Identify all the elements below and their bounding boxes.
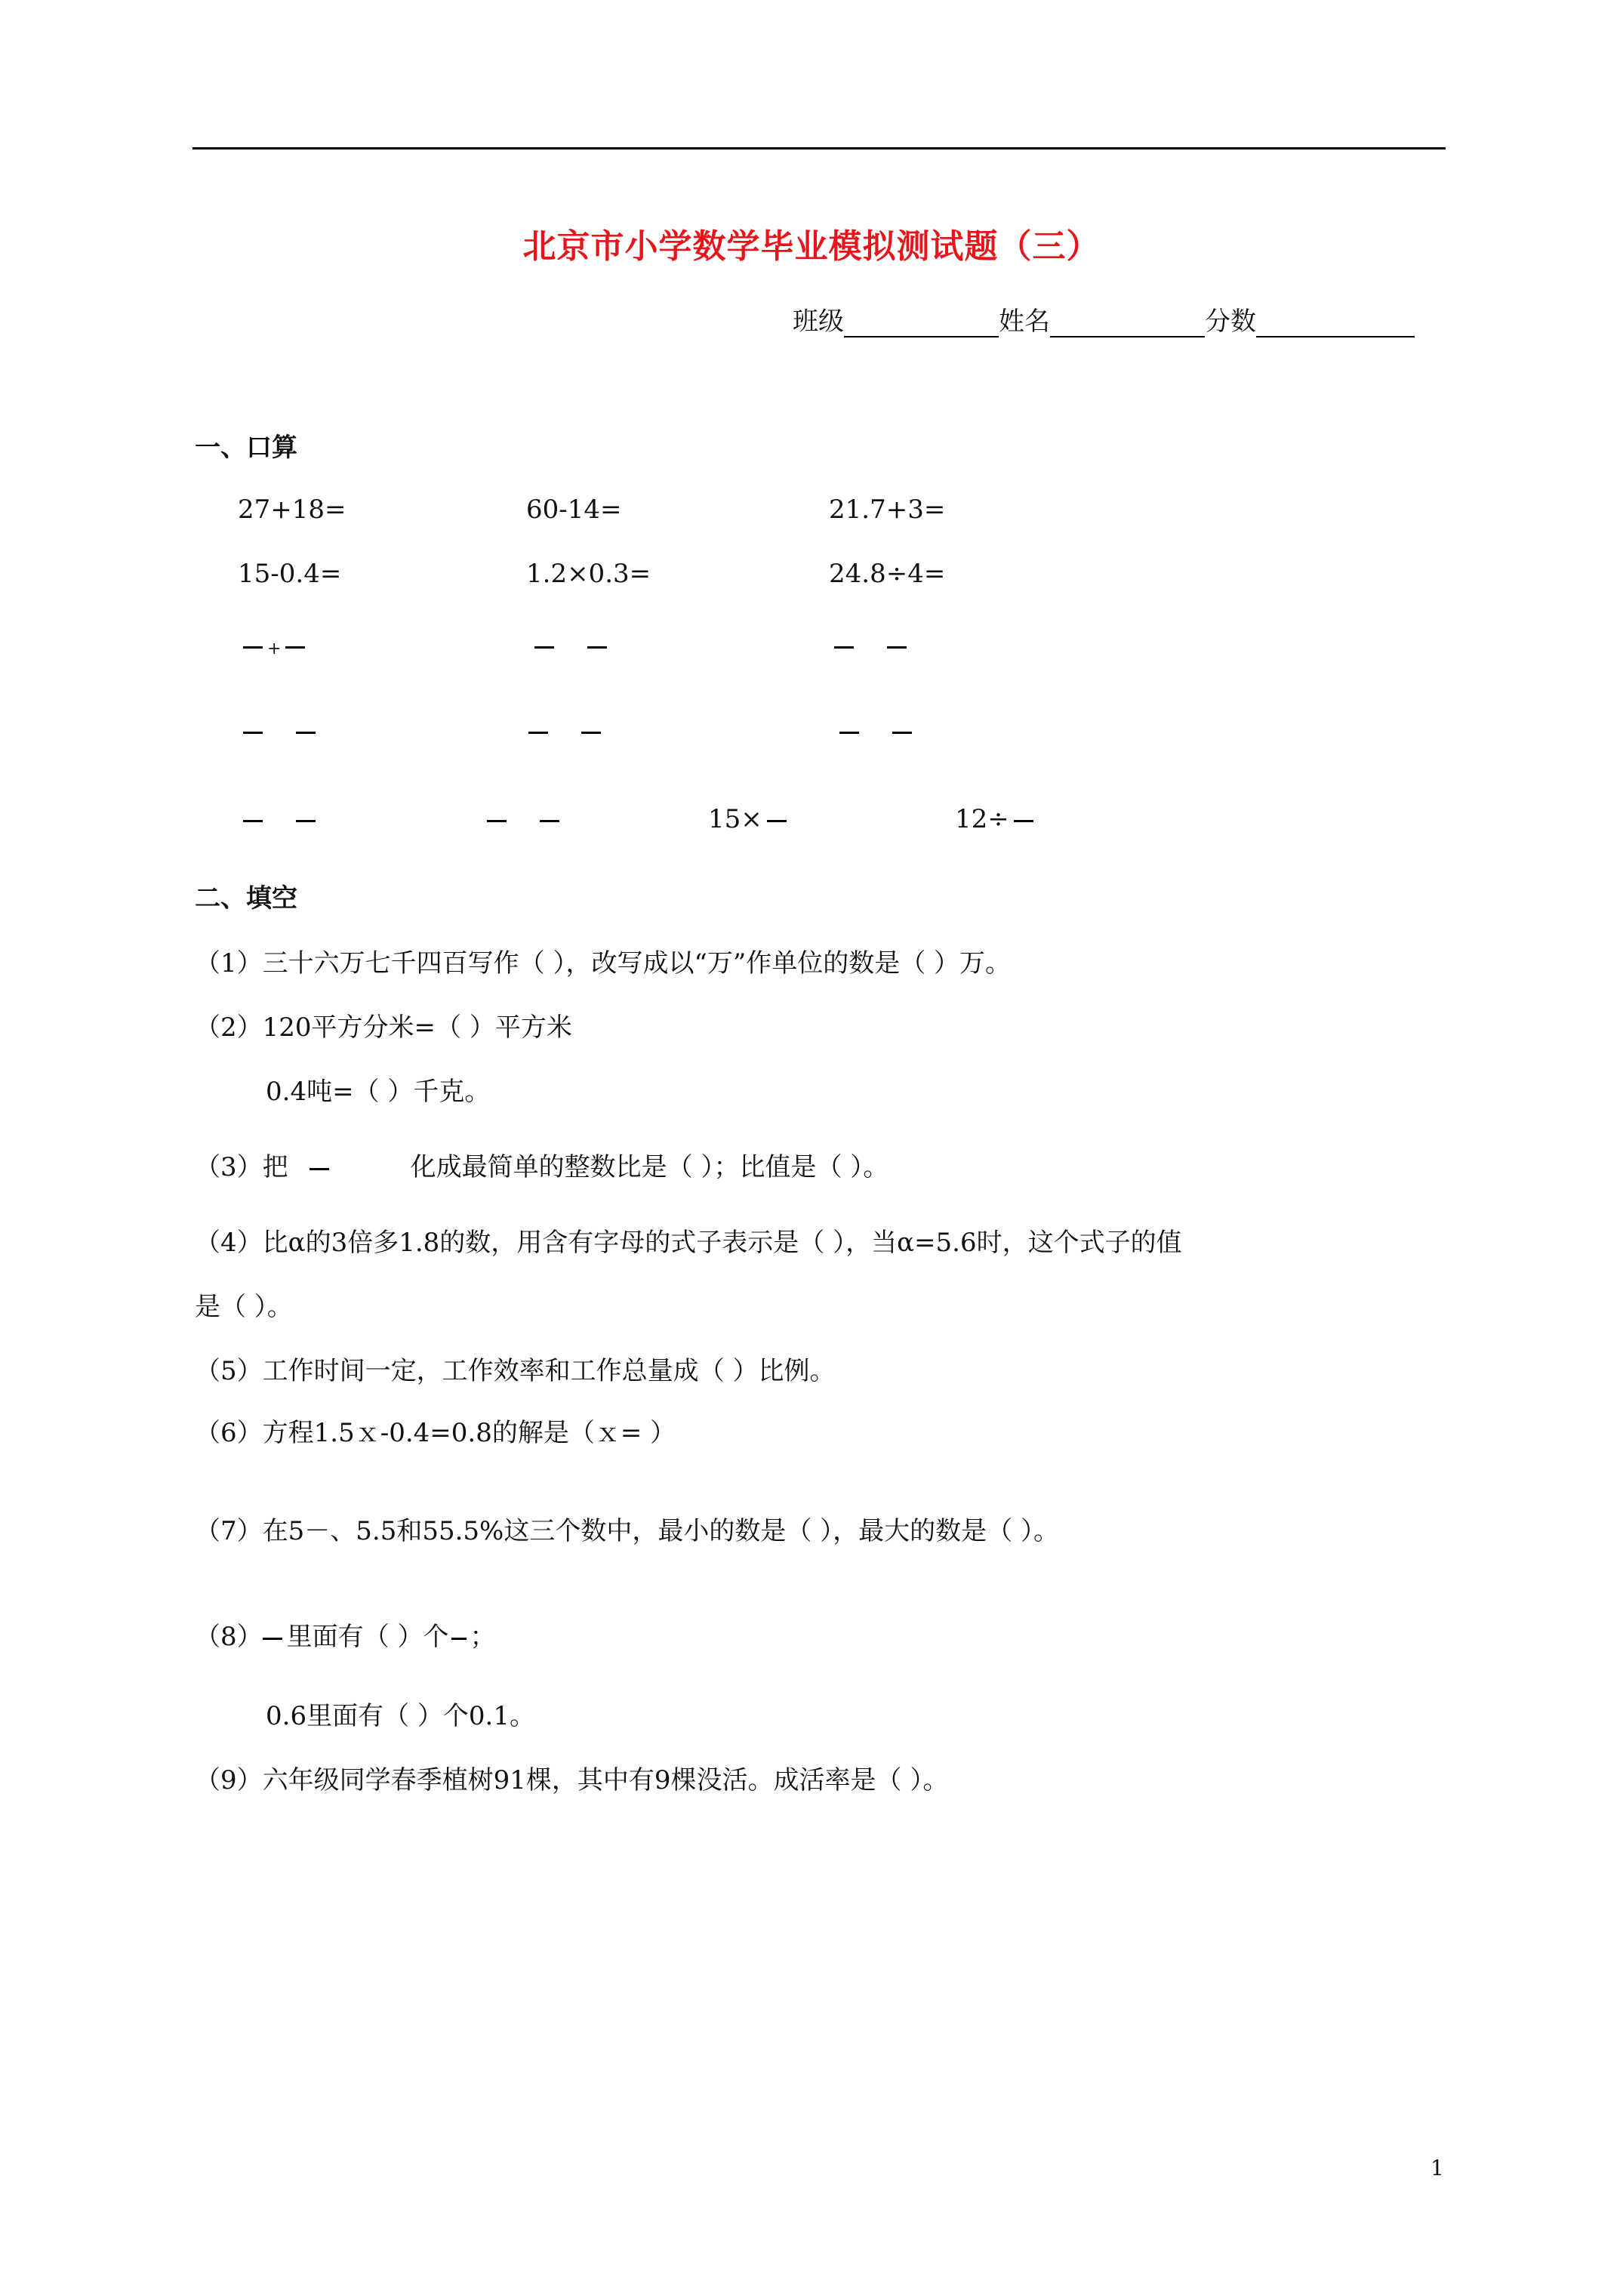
fraction-bar — [581, 732, 601, 734]
fraction-bar — [834, 646, 854, 649]
class-label: 班级 — [793, 307, 844, 337]
question-3-prefix: （3）把 — [195, 1152, 288, 1182]
fraction-bar — [296, 732, 316, 734]
fraction-calc-item — [243, 716, 316, 746]
question-8-end: ； — [470, 1622, 496, 1652]
page-title: 北京市小学数学毕业模拟测试题（三） — [522, 227, 1101, 266]
fraction-bar — [534, 646, 554, 649]
fraction-calc-item — [839, 716, 912, 746]
calc-item: 1.2×0.3= — [526, 559, 651, 589]
fraction-bar — [263, 1638, 282, 1640]
fraction-bar — [451, 1638, 467, 1640]
question-8-prefix: （8） — [195, 1622, 263, 1652]
fraction-bar — [767, 820, 787, 822]
fraction-calc-item — [487, 804, 559, 834]
calc-item: 24.8÷4= — [829, 559, 946, 589]
fraction-bar — [285, 646, 305, 649]
question-1: （1）三十六万七千四百写作（ ），改写成以“万”作单位的数是（ ）万。 — [195, 948, 1012, 978]
question-8-body: 里面有（ ）个 — [286, 1622, 449, 1652]
section-heading-fill: 二、填空 — [195, 883, 297, 914]
name-blank — [1050, 310, 1205, 337]
fraction-bar — [892, 732, 912, 734]
calc-item: 21.7+3= — [829, 495, 946, 525]
fraction-calc-item — [243, 804, 316, 834]
fraction-bar — [243, 820, 263, 822]
question-8-part-b: 0.6里面有（ ）个0.1。 — [266, 1701, 535, 1731]
question-8-part-a — [195, 1616, 495, 1653]
fraction-calc-item — [955, 804, 1033, 834]
fraction-bar — [887, 646, 907, 649]
question-5: （5）工作时间一定，工作效率和工作总量成（ ）比例。 — [195, 1356, 836, 1386]
fraction-calc-item — [834, 630, 907, 661]
fraction-bar — [487, 820, 507, 822]
fraction-calc-item — [528, 716, 601, 746]
calc-item: 60-14= — [526, 495, 622, 525]
fraction-bar — [310, 1168, 329, 1170]
info-line — [793, 300, 1415, 337]
fraction-bar — [528, 732, 548, 734]
question-2-part-b: 0.4吨=（ ）千克。 — [266, 1077, 491, 1107]
question-4-line-2: 是（ ）。 — [195, 1292, 293, 1322]
fraction-bar — [587, 646, 607, 649]
fraction-calc-item — [534, 630, 607, 661]
fraction-bar — [296, 820, 316, 822]
question-7: （7）在5－、5.5和55.5%这三个数中，最小的数是（ ），最大的数是（ ）。 — [195, 1516, 1059, 1546]
question-6: （6）方程1.5ｘ-0.4=0.8的解是（ｘ= ） — [195, 1418, 676, 1448]
fraction-bar — [1014, 820, 1033, 822]
calc-item: 27+18= — [238, 495, 346, 525]
fraction-calc-item — [708, 804, 787, 834]
fraction-bar — [839, 732, 859, 734]
score-blank — [1256, 310, 1415, 337]
score-label: 分数 — [1205, 307, 1256, 337]
question-3 — [195, 1146, 888, 1183]
calc-item: 15-0.4= — [238, 559, 342, 589]
fraction-bar — [243, 646, 263, 649]
section-heading-oral: 一、口算 — [195, 433, 297, 463]
question-4-line-1: （4）比α的3倍多1.8的数，用含有字母的式子表示是（ ），当α=5.6时，这个式子的值 — [195, 1228, 1182, 1258]
fraction-calc-item: + — [243, 630, 305, 661]
question-2-part-a: （2）120平方分米=（ ）平方米 — [195, 1012, 572, 1043]
calc-prefix: 15× — [708, 804, 762, 834]
calc-prefix: 12÷ — [955, 804, 1009, 834]
header-rule — [192, 147, 1446, 149]
question-3-body: 化成最简单的整数比是（ ）；比值是（ ）。 — [410, 1152, 889, 1182]
page-number: 1 — [1431, 2156, 1444, 2180]
name-label: 姓名 — [999, 307, 1050, 337]
question-9: （9）六年级同学春季植树91棵，其中有9棵没活。成活率是（ ）。 — [195, 1765, 949, 1795]
class-blank — [844, 310, 999, 337]
fraction-bar — [243, 732, 263, 734]
fraction-bar — [540, 820, 559, 822]
